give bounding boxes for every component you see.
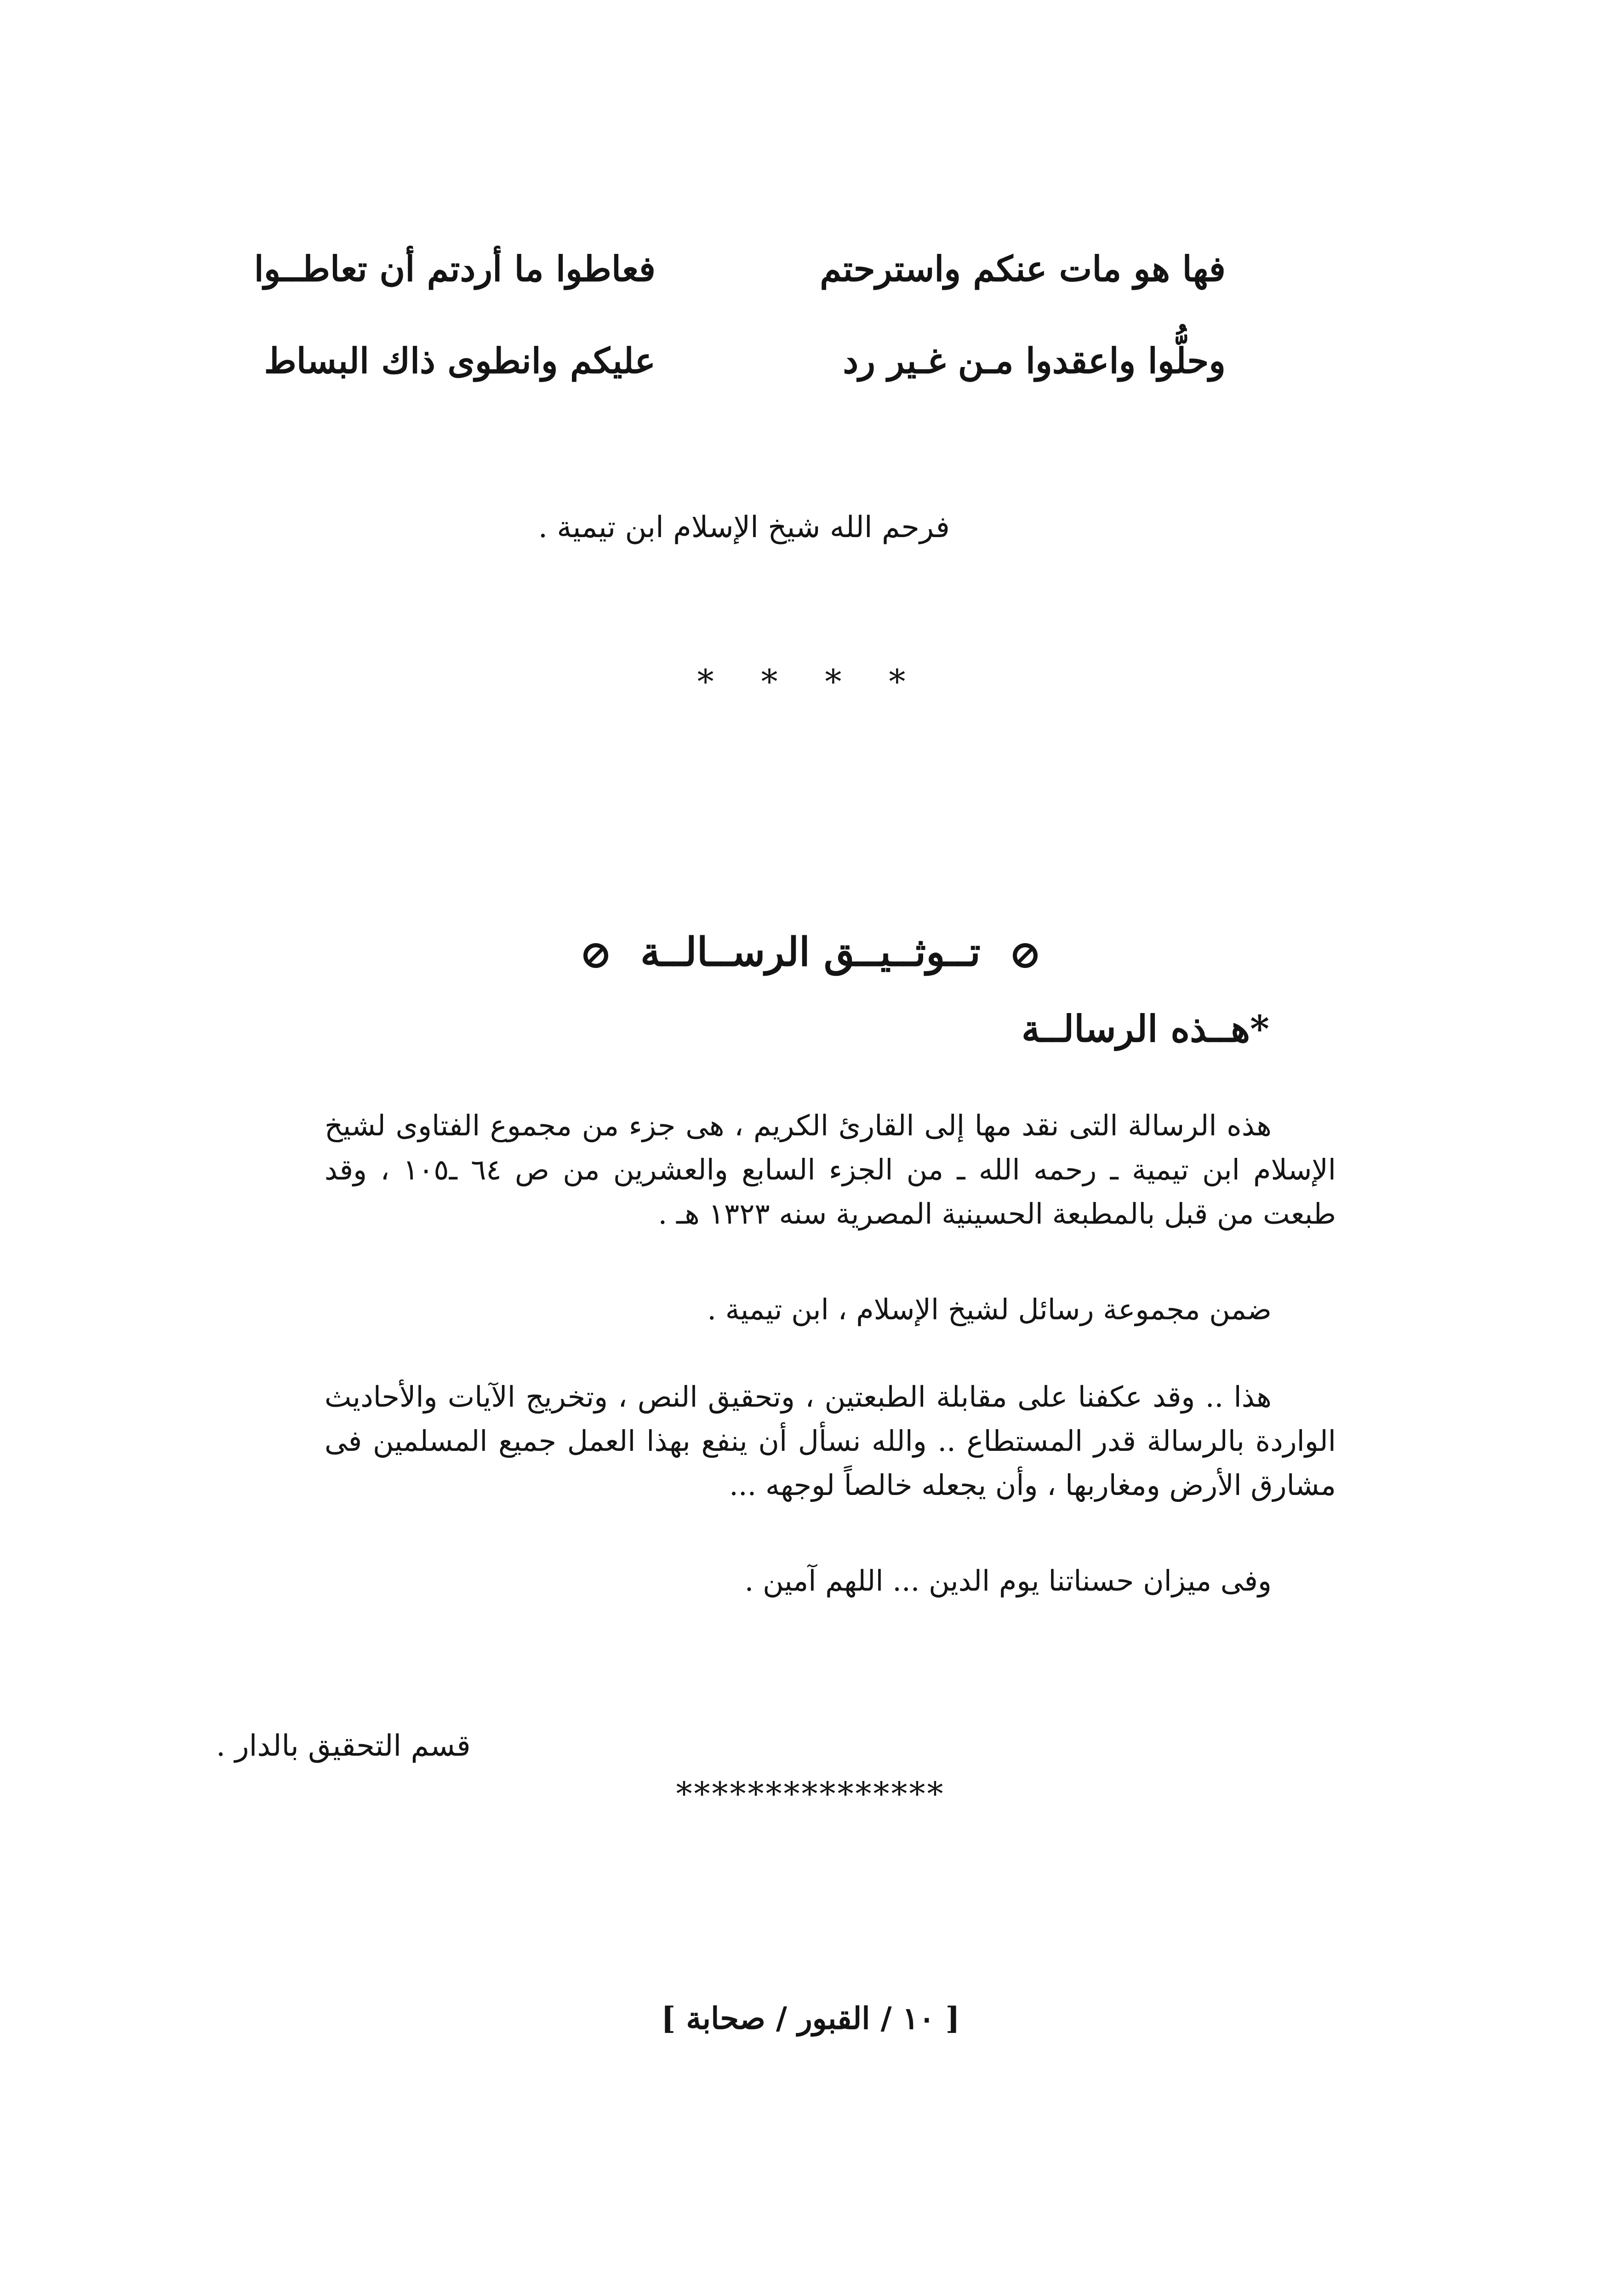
section-title-text: تــوثــيــق الرســالــة: [640, 929, 981, 975]
page-footer: [ ١٠ / القبور / صحابة ]: [661, 2000, 960, 2036]
poem-line1-right-hemistich: فها هو مات عنكم واسترحتم: [820, 248, 1226, 289]
paragraph-work: هذا .. وقد عكفنا على مقابلة الطبعتين ، وتحقيق النص ، وتخريج الآيات والأحاديث الواردة بالرسالة قدر المستطاع .. والله نسأل أن ينفع بهذا العمل جميع المسلمين فى مشارق الأرض ومغاربها ، وأن يجعله خالصاً لوجهه ...: [325, 1380, 1336, 1502]
ornament-icon: [1013, 943, 1038, 968]
section-title: [0, 929, 1621, 975]
blessing-line: فرحم الله شيخ الإسلام ابن تيمية .: [538, 510, 950, 544]
signature: قسم التحقيق بالدار .: [216, 1729, 471, 1763]
subheading: *هــذه الرسالــة: [1022, 1007, 1269, 1050]
poem-line2-right-hemistich: وحلُّوا واعقدوا مـن غـير رد: [843, 340, 1226, 381]
poem-line2-left-hemistich: عليكم وانطوى ذاك البساط: [264, 340, 656, 381]
separator-stars-long: ***************: [676, 1775, 945, 1813]
poem-line1-left-hemistich: فعاطوا ما أردتم أن تعاطــوا: [254, 248, 656, 289]
ornament-icon: [583, 943, 608, 968]
paragraph-source: هذه الرسالة التى نقد مها إلى القارئ الكريم ، هى جزء من مجموع الفتاوى لشيخ الإسلام ابن تيمية ـ رحمه الله ـ من الجزء السابع والعشرين من ص ٦٤ ـ١٠٥ ، وقد طبعت من قبل بالمطبعة الحسينية المصرية سنه ١٣٢٣ هـ .: [325, 1109, 1336, 1231]
paragraph-collection: ضمن مجموعة رسائل لشيخ الإسلام ، ابن تيمية .: [707, 1293, 1272, 1326]
separator-stars: * * * *: [697, 662, 924, 701]
paragraph-prayer: وفى ميزان حسناتنا يوم الدين ... اللهم آمين .: [744, 1564, 1272, 1597]
